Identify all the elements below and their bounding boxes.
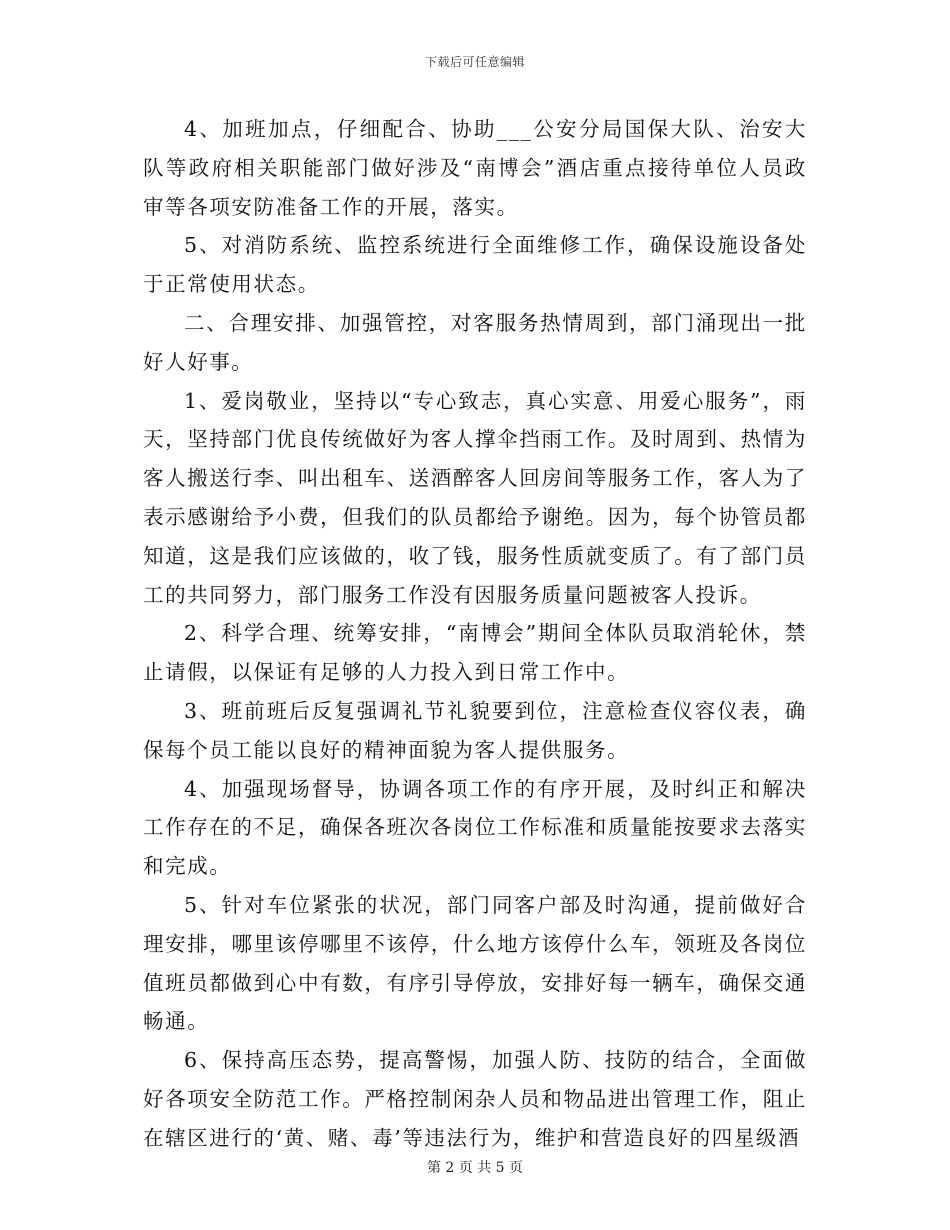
- paragraph-item-1-dedication: 1、爱岗敬业，坚持以“专心致志，真心实意、用爱心服务”，雨天，坚持部门优良传统做好为客人撑伞挡雨工作。及时周到、热情为客人搬送行李、叫出租车、送酒醉客人回房间等服务工作，客人为了表示感谢给予小费，但我们的队员都给予谢绝。因为，每个协管员都知道，这是我们应该做的，收了钱，服务性质就变质了。有了部门员工的共同努力，部门服务工作没有因服务质量问题被客人投诉。: [143, 388, 807, 607]
- section-heading-two: 二、合理安排、加强管控，对客服务热情周到，部门涌现出一批好人好事。: [143, 310, 807, 374]
- page-footer: 第 2 页 共 5 页: [426, 1160, 524, 1176]
- paragraph-item-3-etiquette: 3、班前班后反复强调礼节礼貌要到位，注意检查仪容仪表，确保每个员工能以良好的精神面貌为客人提供服务。: [143, 698, 807, 762]
- paragraph-item-6-security: 6、保持高压态势，提高警惕，加强人防、技防的结合，全面做好各项安全防范工作。严格控制闲杂人员和物品进出管理工作，阻止在辖区进行的‘黄、赌、毒’等违法行为，维护和营造良好的四星级酒: [143, 1048, 807, 1150]
- document-body: [143, 110, 807, 1158]
- paragraph-item-2-scheduling: 2、科学合理、统筹安排，“南博会”期间全体队员取消轮休，禁止请假，以保证有足够的人力投入到日常工作中。: [143, 621, 807, 685]
- paragraph-item-4-political-review: 4、加班加点，仔细配合、协助___公安分局国保大队、治安大队等政府相关职能部门做好涉及“南博会”酒店重点接待单位人员政审等各项安防准备工作的开展，落实。: [143, 117, 807, 219]
- paragraph-item-5-fire-monitoring: 5、对消防系统、监控系统进行全面维修工作，确保设施设备处于正常使用状态。: [143, 233, 807, 297]
- paragraph-item-5-parking: 5、针对车位紧张的状况，部门同客户部及时沟通，提前做好合理安排，哪里该停哪里不该停，什么地方该停什么车，领班及各岗位值班员都做到心中有数，有序引导停放，安排好每一辆车，确保交通畅通。: [143, 892, 807, 1034]
- paragraph-item-4-supervision: 4、加强现场督导，协调各项工作的有序开展，及时纠正和解决工作存在的不足，确保各班次各岗位工作标准和质量能按要求去落实和完成。: [143, 776, 807, 879]
- page-header: 下载后可任意编辑: [424, 55, 525, 69]
